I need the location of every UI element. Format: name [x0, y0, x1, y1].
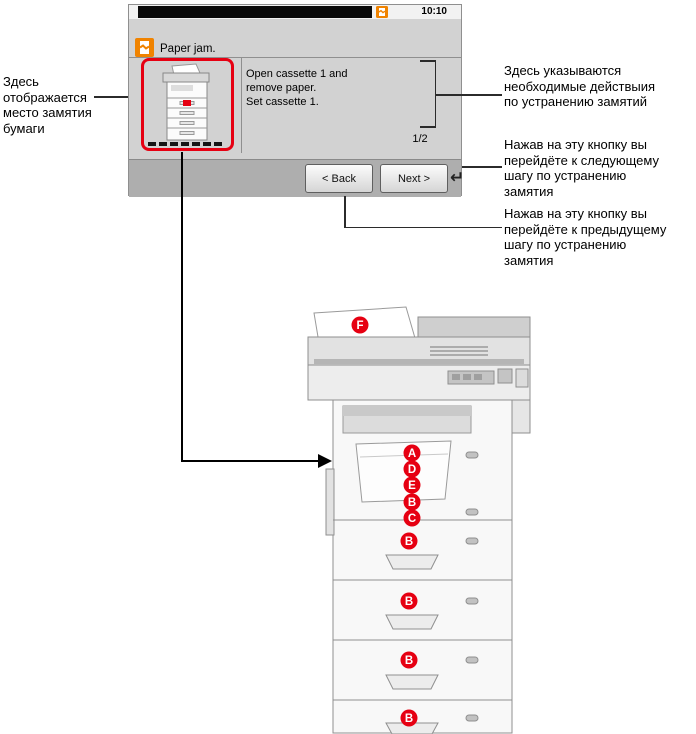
printer-jam-locations-diagram: [300, 303, 540, 734]
screen-title: Paper jam.: [160, 43, 216, 55]
paper-jam-icon: [135, 38, 154, 57]
callout-line: Нажав на эту кнопку вы: [504, 137, 647, 152]
jam-label-cassette: [401, 533, 418, 550]
back-button[interactable]: < Back: [305, 164, 373, 193]
svg-text:B: B: [404, 596, 414, 608]
jam-label: [404, 445, 421, 462]
connector-line: [462, 166, 502, 168]
clock: 10:10: [421, 6, 447, 17]
instruction-line: remove paper.: [246, 82, 317, 94]
status-title-strip: [138, 6, 372, 18]
jam-location-highlight: [141, 58, 234, 151]
callout-next-button: [504, 137, 696, 199]
svg-text:B: B: [404, 536, 414, 548]
svg-text:B: B: [404, 655, 414, 667]
connector-line: [344, 196, 346, 228]
next-button[interactable]: Next >: [380, 164, 448, 193]
callout-line: Здесь: [3, 74, 39, 89]
button-bar: [129, 159, 465, 197]
callout-line: Нажав на эту кнопку вы: [504, 206, 647, 221]
pointer-arrow: [181, 460, 319, 463]
jam-label-cassette: [401, 652, 418, 669]
svg-text:B: B: [407, 497, 417, 509]
callout-actions: [504, 63, 696, 110]
callout-line: Здесь указываются: [504, 63, 622, 78]
printer-touchscreen: [128, 4, 465, 196]
pointer-arrow: [181, 152, 183, 461]
jam-label-cassette: [401, 593, 418, 610]
jam-label-adf: [352, 317, 369, 334]
connector-line: [436, 94, 502, 96]
bracket: [420, 126, 436, 128]
jam-position-strip: [148, 142, 222, 146]
jam-instructions: [246, 67, 348, 109]
callout-line: необходимые действыия: [504, 78, 656, 94]
pointer-arrowhead: [318, 454, 332, 468]
page-indicator: 1/2: [412, 133, 428, 145]
callout-line: шагу по устранению: [504, 168, 627, 183]
connector-line: [344, 227, 502, 229]
svg-text:C: C: [407, 513, 417, 525]
jam-label: [404, 494, 421, 511]
callout-jam-location: [3, 74, 115, 136]
svg-text:A: A: [407, 448, 417, 460]
svg-text:D: D: [407, 464, 417, 476]
svg-text:F: F: [356, 320, 364, 332]
instruction-line: Set cassette 1.: [246, 96, 319, 108]
status-bar: [129, 5, 461, 19]
jam-label-cassette: [401, 710, 418, 727]
callout-line: замятия: [504, 183, 554, 199]
callout-line: бумаги: [3, 120, 45, 136]
divider: [241, 57, 242, 153]
jam-point-marker: [183, 100, 191, 106]
enter-key-icon: ↵: [450, 168, 465, 187]
jam-label: [404, 477, 421, 494]
instruction-line: Open cassette 1 and: [246, 68, 348, 80]
jam-label: [404, 461, 421, 478]
connector-line: [94, 96, 128, 98]
callout-line: перейдёте к следующему: [504, 152, 659, 168]
callout-line: замятия: [504, 252, 554, 268]
callout-line: шагу по устранению: [504, 237, 627, 252]
paper-jam-status-icon: [376, 6, 388, 18]
callout-line: место замятия: [3, 105, 92, 120]
callout-line: перейдёте к предыдущему: [504, 221, 667, 237]
svg-text:E: E: [408, 480, 416, 492]
jam-label: [404, 510, 421, 527]
callout-line: по устранению замятий: [504, 94, 648, 109]
callout-line: отображается: [3, 89, 87, 105]
printer-thumbnail: [144, 61, 231, 148]
svg-text:B: B: [404, 713, 414, 725]
callout-back-button: [504, 206, 696, 268]
